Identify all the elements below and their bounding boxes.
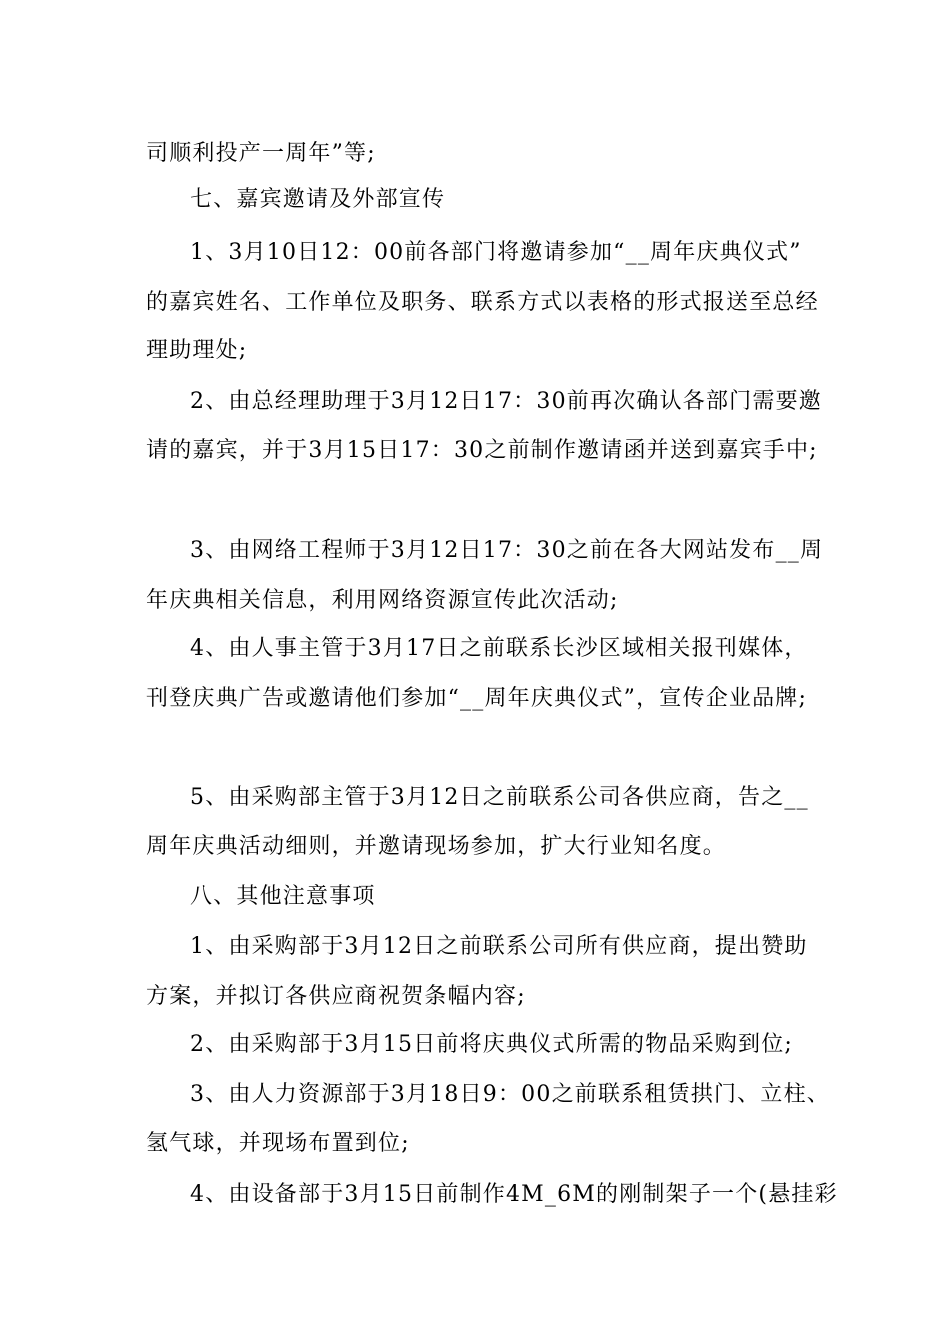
text-line: 2、由总经理助理于3月12日17：30前再次确认各部门需要邀: [190, 389, 822, 414]
section-heading: 八、其他注意事项: [190, 884, 376, 909]
text-line: 氢气球，并现场布置到位;: [146, 1131, 410, 1156]
text-line: 3、由网络工程师于3月12日17：30之前在各大网站发布__周: [190, 538, 824, 563]
text-line: 周年庆典活动细则，并邀请现场参加，扩大行业知名度。: [146, 834, 727, 859]
text-line: 2、由采购部于3月15日前将庆典仪式所需的物品采购到位;: [190, 1032, 794, 1057]
text-line: 刊登庆典广告或邀请他们参加“__周年庆典仪式”，宣传企业品牌;: [146, 686, 808, 711]
text-line: 1、3月10日12：00前各部门将邀请参加“__周年庆典仪式”: [190, 240, 802, 265]
text-line: 的嘉宾姓名、工作单位及职务、联系方式以表格的形式报送至总经: [146, 290, 819, 315]
text-line: 3、由人力资源部于3月18日9：00之前联系租赁拱门、立柱、: [190, 1082, 830, 1107]
text-line: 5、由采购部主管于3月12日之前联系公司各供应商，告之__: [190, 785, 809, 810]
text-line: 1、由采购部于3月12日之前联系公司所有供应商，提出赞助: [190, 934, 808, 959]
section-heading: 七、嘉宾邀请及外部宣传: [190, 187, 446, 212]
text-line: 年庆典相关信息，利用网络资源宣传此次活动;: [146, 588, 619, 613]
text-line: 4、由设备部于3月15日前制作4M_6M的刚制架子一个(悬挂彩: [190, 1182, 838, 1207]
text-line: 理助理处;: [146, 338, 248, 363]
text-line: 请的嘉宾，并于3月15日17：30之前制作邀请函并送到嘉宾手中;: [146, 438, 818, 463]
text-line: 司顺利投产一周年”等;: [146, 141, 376, 166]
text-line: 4、由人事主管于3月17日之前联系长沙区域相关报刊媒体，: [190, 636, 808, 661]
text-line: 方案，并拟订各供应商祝贺条幅内容;: [146, 984, 526, 1009]
